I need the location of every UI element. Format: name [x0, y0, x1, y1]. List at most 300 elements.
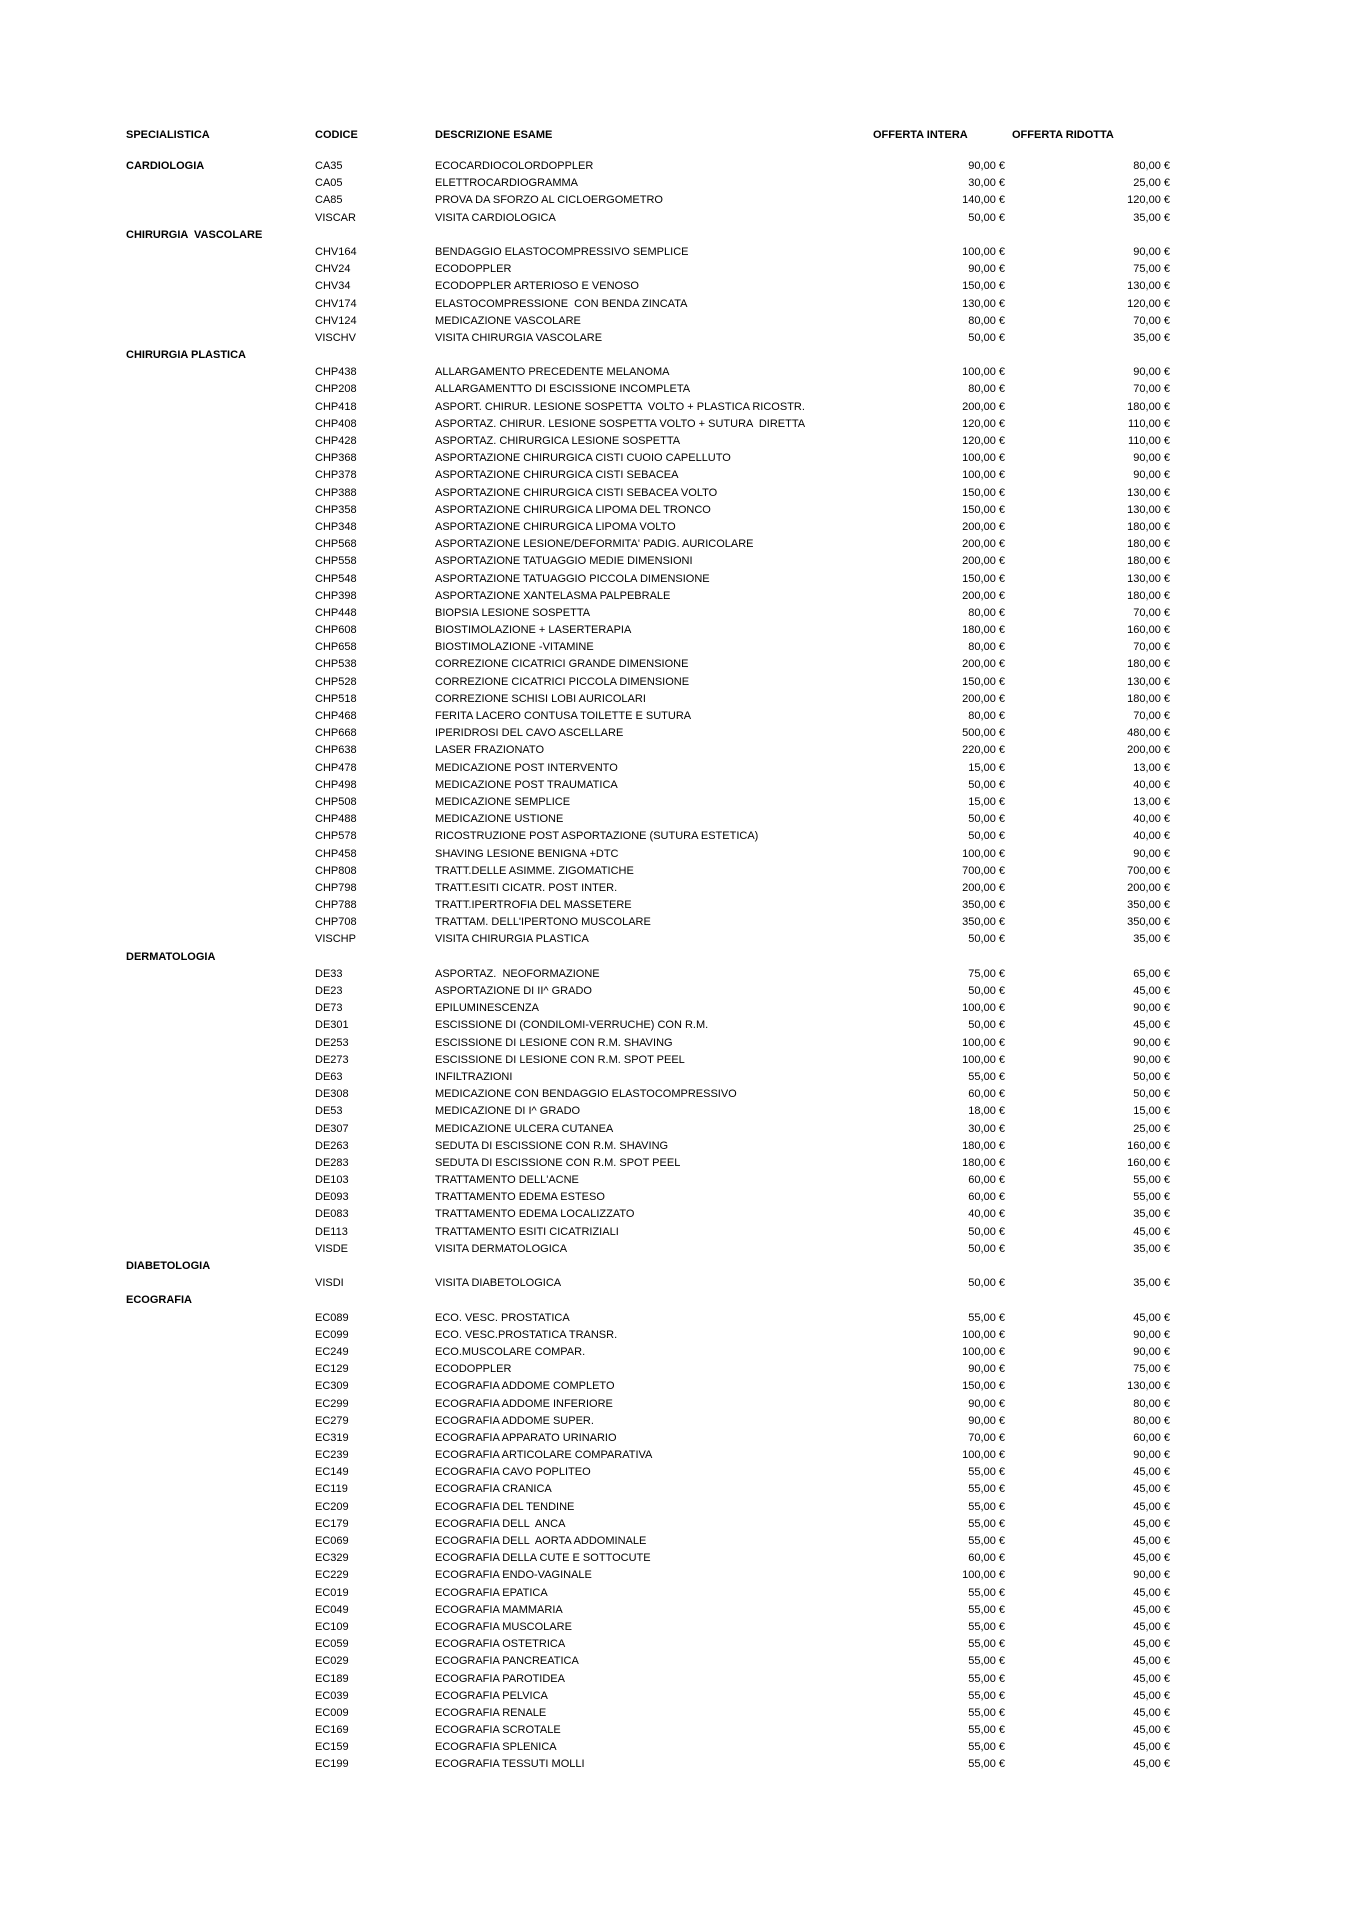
offerta-ridotta-cell: 45,00 €: [1133, 1672, 1170, 1685]
offerta-intera-cell: 80,00 €: [968, 383, 1005, 396]
description-cell: PROVA DA SFORZO AL CICLOERGOMETRO: [435, 194, 663, 207]
table-row: [0, 691, 1358, 708]
description-cell: BIOSTIMOLAZIONE + LASERTERAPIA: [435, 624, 632, 637]
offerta-ridotta-cell: 45,00 €: [1133, 1019, 1170, 1032]
offerta-ridotta-cell: 45,00 €: [1133, 1655, 1170, 1668]
description-cell: BENDAGGIO ELASTOCOMPRESSIVO SEMPLICE: [435, 245, 689, 258]
header-offerta-ridotta: OFFERTA RIDOTTA: [1012, 129, 1114, 141]
code-cell: EC039: [315, 1689, 349, 1702]
table-row: [0, 364, 1358, 381]
description-cell: TRATTAM. DELL'IPERTONO MUSCOLARE: [435, 916, 651, 929]
table-row: [0, 1430, 1358, 1447]
table-row: [0, 485, 1358, 502]
code-cell: DE307: [315, 1122, 349, 1135]
table-row: [0, 1653, 1358, 1670]
offerta-intera-cell: 200,00 €: [962, 692, 1005, 705]
table-row: [0, 313, 1358, 330]
description-cell: ASPORTAZIONE TATUAGGIO PICCOLA DIMENSIONE: [435, 572, 710, 585]
offerta-ridotta-cell: 90,00 €: [1133, 1449, 1170, 1462]
code-cell: VISDI: [315, 1277, 344, 1290]
offerta-intera-cell: 30,00 €: [968, 177, 1005, 190]
description-cell: ASPORT. CHIRUR. LESIONE SOSPETTA VOLTO + PLASTICA RICOSTR.: [435, 400, 805, 413]
offerta-intera-cell: 50,00 €: [968, 211, 1005, 224]
table-row: [0, 588, 1358, 605]
table-row: [0, 708, 1358, 725]
offerta-ridotta-cell: 130,00 €: [1127, 486, 1170, 499]
table-row: [0, 1121, 1358, 1138]
table-row: [0, 1241, 1358, 1258]
header-codice: CODICE: [315, 129, 358, 141]
offerta-ridotta-cell: 90,00 €: [1133, 1569, 1170, 1582]
description-cell: ECOGRAFIA MAMMARIA: [435, 1603, 563, 1616]
offerta-ridotta-cell: 130,00 €: [1127, 503, 1170, 516]
table-row: [0, 656, 1358, 673]
offerta-intera-cell: 60,00 €: [968, 1191, 1005, 1204]
description-cell: MEDICAZIONE DI I^ GRADO: [435, 1105, 581, 1118]
section-label: CARDIOLOGIA: [126, 160, 205, 172]
offerta-intera-cell: 15,00 €: [968, 761, 1005, 774]
description-cell: ELETTROCARDIOGRAMMA: [435, 177, 579, 190]
description-cell: MEDICAZIONE POST INTERVENTO: [435, 761, 618, 774]
offerta-intera-cell: 120,00 €: [962, 435, 1005, 447]
offerta-ridotta-cell: 13,00 €: [1133, 795, 1170, 808]
section-label: DERMATOLOGIA: [126, 950, 216, 963]
description-cell: ASPORTAZIONE LESIONE/DEFORMITA' PADIG. AURICOLARE: [435, 538, 754, 551]
table-row: [0, 777, 1358, 794]
offerta-ridotta-cell: 90,00 €: [1133, 847, 1170, 860]
offerta-intera-cell: 200,00 €: [962, 658, 1005, 671]
offerta-ridotta-cell: 700,00 €: [1127, 864, 1170, 877]
description-cell: ECOGRAFIA MUSCOLARE: [435, 1620, 572, 1633]
table-row: [0, 811, 1358, 828]
description-cell: ASPORTAZIONE XANTELASMA PALPEBRALE: [435, 589, 671, 602]
description-cell: ECOGRAFIA PANCREATICA: [435, 1655, 579, 1668]
offerta-intera-cell: 55,00 €: [968, 1741, 1005, 1754]
table-row: [0, 794, 1358, 811]
description-cell: ASPORTAZIONE CHIRURGICA CISTI SEBACEA: [435, 469, 679, 482]
offerta-ridotta-cell: 90,00 €: [1133, 1328, 1170, 1341]
offerta-intera-cell: 15,00 €: [968, 795, 1005, 808]
table-row: [0, 760, 1358, 777]
description-cell: ECO. VESC.PROSTATICA TRANSR.: [435, 1328, 618, 1341]
offerta-intera-cell: 70,00 €: [968, 1431, 1005, 1444]
code-cell: EC189: [315, 1672, 349, 1685]
description-cell: ASPORTAZ. CHIRURGICA LESIONE SOSPETTA: [435, 435, 681, 447]
table-row: [0, 1086, 1358, 1103]
offerta-intera-cell: 55,00 €: [968, 1758, 1005, 1771]
code-cell: VISCHP: [315, 933, 356, 946]
offerta-ridotta-cell: 180,00 €: [1127, 658, 1170, 671]
offerta-ridotta-cell: 35,00 €: [1133, 1242, 1170, 1255]
table-row: [0, 1739, 1358, 1756]
code-cell: CHP578: [315, 830, 357, 843]
description-cell: BIOSTIMOLAZIONE -VITAMINE: [435, 641, 594, 654]
offerta-intera-cell: 60,00 €: [968, 1552, 1005, 1565]
offerta-intera-cell: 150,00 €: [962, 280, 1005, 293]
code-cell: CHP558: [315, 555, 357, 568]
code-cell: CHP808: [315, 864, 357, 877]
code-cell: CA35: [315, 160, 343, 172]
offerta-ridotta-cell: 45,00 €: [1133, 985, 1170, 997]
offerta-ridotta-cell: 50,00 €: [1133, 1088, 1170, 1101]
table-row: [0, 381, 1358, 398]
offerta-intera-cell: 80,00 €: [968, 606, 1005, 619]
offerta-intera-cell: 60,00 €: [968, 1174, 1005, 1187]
code-cell: EC209: [315, 1500, 349, 1513]
code-cell: CHP348: [315, 520, 357, 533]
table-row: [0, 880, 1358, 897]
offerta-intera-cell: 150,00 €: [962, 503, 1005, 516]
code-cell: DE33: [315, 967, 343, 980]
offerta-intera-cell: 200,00 €: [962, 881, 1005, 894]
table-row: [0, 1000, 1358, 1017]
table-row: [0, 553, 1358, 570]
code-cell: EC059: [315, 1638, 349, 1651]
code-cell: CHP368: [315, 452, 357, 465]
offerta-intera-cell: 200,00 €: [962, 555, 1005, 568]
offerta-intera-cell: 80,00 €: [968, 314, 1005, 327]
table-row: [0, 261, 1358, 278]
offerta-ridotta-cell: 480,00 €: [1127, 727, 1170, 740]
table-row: [0, 296, 1358, 313]
code-cell: DE63: [315, 1070, 343, 1083]
offerta-intera-cell: 150,00 €: [962, 675, 1005, 688]
code-cell: EC319: [315, 1431, 349, 1444]
description-cell: FERITA LACERO CONTUSA TOILETTE E SUTURA: [435, 710, 692, 722]
code-cell: EC279: [315, 1414, 349, 1427]
code-cell: DE308: [315, 1088, 349, 1101]
offerta-intera-cell: 100,00 €: [962, 1002, 1005, 1015]
offerta-ridotta-cell: 45,00 €: [1133, 1311, 1170, 1324]
code-cell: CHP708: [315, 916, 357, 929]
code-cell: EC029: [315, 1655, 349, 1668]
header-offerta-intera: OFFERTA INTERA: [873, 129, 968, 141]
offerta-intera-cell: 90,00 €: [968, 1363, 1005, 1376]
offerta-ridotta-cell: 35,00 €: [1133, 933, 1170, 946]
offerta-ridotta-cell: 35,00 €: [1133, 1277, 1170, 1290]
offerta-intera-cell: 130,00 €: [962, 297, 1005, 310]
description-cell: TRATT.ESITI CICATR. POST INTER.: [435, 881, 618, 894]
code-cell: DE113: [315, 1225, 348, 1238]
section-label: CHIRURGIA PLASTICA: [126, 349, 246, 362]
offerta-ridotta-cell: 40,00 €: [1133, 778, 1170, 791]
description-cell: TRATTAMENTO EDEMA ESTESO: [435, 1191, 605, 1204]
table-row: [0, 1671, 1358, 1688]
offerta-intera-cell: 100,00 €: [962, 1328, 1005, 1341]
table-row: [0, 1103, 1358, 1120]
description-cell: CORREZIONE CICATRICI GRANDE DIMENSIONE: [435, 658, 689, 671]
code-cell: CHP798: [315, 881, 357, 894]
code-cell: VISCAR: [315, 211, 356, 224]
offerta-ridotta-cell: 50,00 €: [1133, 1070, 1170, 1083]
offerta-intera-cell: 55,00 €: [968, 1620, 1005, 1633]
offerta-intera-cell: 50,00 €: [968, 1019, 1005, 1032]
offerta-intera-cell: 55,00 €: [968, 1500, 1005, 1513]
offerta-intera-cell: 100,00 €: [962, 1036, 1005, 1049]
table-row: [0, 175, 1358, 192]
table-row: [0, 571, 1358, 588]
description-cell: ALLARGAMENTTO DI ESCISSIONE INCOMPLETA: [435, 383, 691, 396]
code-cell: CHV164: [315, 245, 357, 258]
offerta-intera-cell: 55,00 €: [968, 1706, 1005, 1719]
description-cell: ECOGRAFIA TESSUTI MOLLI: [435, 1758, 585, 1771]
code-cell: DE273: [315, 1053, 349, 1066]
code-cell: CHV124: [315, 314, 357, 327]
offerta-ridotta-cell: 110,00 €: [1127, 417, 1170, 430]
code-cell: CHP508: [315, 795, 357, 808]
offerta-ridotta-cell: 45,00 €: [1133, 1706, 1170, 1719]
code-cell: CHP388: [315, 486, 357, 499]
offerta-ridotta-cell: 90,00 €: [1133, 452, 1170, 465]
description-cell: ECOCARDIOCOLORDOPPLER: [435, 160, 594, 172]
offerta-ridotta-cell: 60,00 €: [1133, 1431, 1170, 1444]
description-cell: ECOGRAFIA ARTICOLARE COMPARATIVA: [435, 1449, 653, 1462]
description-cell: ASPORTAZ. CHIRUR. LESIONE SOSPETTA VOLTO + SUTURA DIRETTA: [435, 417, 806, 430]
code-cell: DE263: [315, 1139, 349, 1152]
offerta-intera-cell: 55,00 €: [968, 1689, 1005, 1702]
offerta-intera-cell: 50,00 €: [968, 1277, 1005, 1290]
description-cell: ECOGRAFIA SPLENICA: [435, 1741, 557, 1754]
table-row: [0, 846, 1358, 863]
description-cell: ASPORTAZIONE DI II^ GRADO: [435, 985, 592, 997]
offerta-ridotta-cell: 200,00 €: [1127, 881, 1170, 894]
offerta-intera-cell: 700,00 €: [962, 864, 1005, 877]
table-row: [0, 674, 1358, 691]
offerta-ridotta-cell: 45,00 €: [1133, 1586, 1170, 1599]
table-row: [0, 519, 1358, 536]
table-row: [0, 416, 1358, 433]
code-cell: CHV34: [315, 280, 351, 293]
code-cell: DE73: [315, 1002, 343, 1015]
description-cell: EPILUMINESCENZA: [435, 1002, 539, 1015]
table-row: [0, 1705, 1358, 1722]
code-cell: EC239: [315, 1449, 349, 1462]
code-cell: CHP398: [315, 589, 357, 602]
description-cell: SEDUTA DI ESCISSIONE CON R.M. SPOT PEEL: [435, 1156, 681, 1169]
description-cell: ECOGRAFIA ENDO-VAGINALE: [435, 1569, 592, 1582]
table-row: [0, 1189, 1358, 1206]
offerta-ridotta-cell: 35,00 €: [1133, 331, 1170, 344]
offerta-ridotta-cell: 45,00 €: [1133, 1638, 1170, 1651]
table-row: [0, 1756, 1358, 1773]
offerta-ridotta-cell: 13,00 €: [1133, 761, 1170, 774]
description-cell: ASPORTAZ. NEOFORMAZIONE: [435, 967, 600, 980]
offerta-intera-cell: 75,00 €: [968, 967, 1005, 980]
table-row: [0, 502, 1358, 519]
code-cell: CHP548: [315, 572, 357, 585]
offerta-intera-cell: 200,00 €: [962, 400, 1005, 413]
offerta-ridotta-cell: 45,00 €: [1133, 1466, 1170, 1479]
description-cell: INFILTRAZIONI: [435, 1070, 513, 1083]
offerta-ridotta-cell: 75,00 €: [1133, 1363, 1170, 1376]
code-cell: VISCHV: [315, 331, 356, 344]
code-cell: CHP608: [315, 624, 357, 637]
offerta-ridotta-cell: 65,00 €: [1133, 967, 1170, 980]
offerta-ridotta-cell: 55,00 €: [1133, 1174, 1170, 1187]
code-cell: EC049: [315, 1603, 349, 1616]
offerta-ridotta-cell: 70,00 €: [1133, 606, 1170, 619]
description-cell: ESCISSIONE DI LESIONE CON R.M. SHAVING: [435, 1036, 673, 1049]
code-cell: DE301: [315, 1019, 349, 1032]
table-row: [0, 1035, 1358, 1052]
code-cell: CHP568: [315, 538, 357, 551]
section-label: ECOGRAFIA: [126, 1294, 192, 1307]
code-cell: CHP448: [315, 606, 357, 619]
offerta-intera-cell: 50,00 €: [968, 985, 1005, 997]
table-row: [0, 467, 1358, 484]
offerta-intera-cell: 100,00 €: [962, 1345, 1005, 1358]
offerta-ridotta-cell: 70,00 €: [1133, 314, 1170, 327]
table-row: [0, 1447, 1358, 1464]
section-label: DIABETOLOGIA: [126, 1260, 211, 1272]
description-cell: ECOGRAFIA RENALE: [435, 1706, 547, 1719]
table-row: [0, 210, 1358, 227]
description-cell: ECOGRAFIA SCROTALE: [435, 1724, 561, 1737]
offerta-intera-cell: 200,00 €: [962, 520, 1005, 533]
section-label: CHIRURGIA VASCOLARE: [126, 228, 263, 241]
code-cell: DE083: [315, 1208, 349, 1221]
code-cell: EC329: [315, 1552, 349, 1565]
table-row: [0, 450, 1358, 467]
offerta-intera-cell: 50,00 €: [968, 813, 1005, 826]
table-row: [0, 1069, 1358, 1086]
table-row: [0, 1481, 1358, 1498]
description-cell: ECOGRAFIA ADDOME INFERIORE: [435, 1397, 613, 1410]
table-row: [0, 1378, 1358, 1395]
code-cell: EC199: [315, 1758, 349, 1771]
code-cell: EC099: [315, 1328, 349, 1341]
description-cell: ECOGRAFIA EPATICA: [435, 1586, 548, 1599]
code-cell: CHP658: [315, 641, 357, 654]
code-cell: EC169: [315, 1724, 349, 1737]
table-row: [0, 983, 1358, 1000]
code-cell: CHP408: [315, 417, 357, 430]
offerta-ridotta-cell: 80,00 €: [1133, 160, 1170, 172]
table-row: [0, 1275, 1358, 1292]
table-row: [0, 863, 1358, 880]
offerta-intera-cell: 100,00 €: [962, 1569, 1005, 1582]
offerta-ridotta-cell: 160,00 €: [1127, 1139, 1170, 1152]
offerta-intera-cell: 220,00 €: [962, 744, 1005, 757]
offerta-intera-cell: 90,00 €: [968, 263, 1005, 276]
offerta-ridotta-cell: 25,00 €: [1133, 1122, 1170, 1135]
description-cell: SEDUTA DI ESCISSIONE CON R.M. SHAVING: [435, 1139, 669, 1152]
description-cell: ALLARGAMENTO PRECEDENTE MELANOMA: [435, 366, 670, 379]
code-cell: DE093: [315, 1191, 349, 1204]
offerta-ridotta-cell: 45,00 €: [1133, 1758, 1170, 1771]
offerta-intera-cell: 180,00 €: [962, 1156, 1005, 1169]
code-cell: CHP428: [315, 435, 357, 447]
description-cell: ECODOPPLER: [435, 263, 512, 276]
offerta-intera-cell: 90,00 €: [968, 1414, 1005, 1427]
offerta-ridotta-cell: 25,00 €: [1133, 177, 1170, 190]
offerta-ridotta-cell: 90,00 €: [1133, 1345, 1170, 1358]
description-cell: ECOGRAFIA CRANICA: [435, 1483, 552, 1496]
description-cell: SHAVING LESIONE BENIGNA +DTC: [435, 847, 619, 860]
offerta-intera-cell: 55,00 €: [968, 1483, 1005, 1496]
description-cell: ECO. VESC. PROSTATICA: [435, 1311, 570, 1324]
offerta-intera-cell: 55,00 €: [968, 1586, 1005, 1599]
table-row: [0, 158, 1358, 175]
offerta-ridotta-cell: 45,00 €: [1133, 1552, 1170, 1565]
table-row: [0, 1567, 1358, 1584]
offerta-intera-cell: 100,00 €: [962, 1053, 1005, 1066]
offerta-ridotta-cell: 90,00 €: [1133, 469, 1170, 482]
offerta-ridotta-cell: 350,00 €: [1127, 899, 1170, 912]
code-cell: CHP528: [315, 675, 357, 688]
description-cell: TRATTAMENTO ESITI CICATRIZIALI: [435, 1225, 619, 1238]
table-row: [0, 1052, 1358, 1069]
code-cell: EC179: [315, 1517, 349, 1530]
table-row: [0, 1138, 1358, 1155]
description-cell: ECO.MUSCOLARE COMPAR.: [435, 1345, 586, 1358]
offerta-ridotta-cell: 180,00 €: [1127, 555, 1170, 568]
code-cell: DE23: [315, 985, 343, 997]
table-row: [0, 828, 1358, 845]
header-specialistica: SPECIALISTICA: [126, 129, 210, 141]
table-row: [0, 1533, 1358, 1550]
description-cell: BIOPSIA LESIONE SOSPETTA: [435, 606, 591, 619]
table-row: [0, 1413, 1358, 1430]
description-cell: MEDICAZIONE SEMPLICE: [435, 795, 571, 808]
code-cell: VISDE: [315, 1242, 349, 1255]
offerta-ridotta-cell: 70,00 €: [1133, 383, 1170, 396]
table-row: [0, 1327, 1358, 1344]
code-cell: CA05: [315, 177, 343, 190]
description-cell: ELASTOCOMPRESSIONE CON BENDA ZINCATA: [435, 297, 688, 310]
description-cell: ASPORTAZIONE CHIRURGICA CISTI CUOIO CAPELLUTO: [435, 452, 731, 465]
table-row: [0, 1688, 1358, 1705]
offerta-intera-cell: 50,00 €: [968, 1242, 1005, 1255]
description-cell: ECOGRAFIA DEL TENDINE: [435, 1500, 575, 1513]
offerta-ridotta-cell: 45,00 €: [1133, 1225, 1170, 1238]
description-cell: MEDICAZIONE ULCERA CUTANEA: [435, 1122, 614, 1135]
offerta-intera-cell: 350,00 €: [962, 899, 1005, 912]
description-cell: ASPORTAZIONE CHIRURGICA LIPOMA VOLTO: [435, 520, 676, 533]
code-cell: DE283: [315, 1156, 349, 1169]
code-cell: EC149: [315, 1466, 349, 1479]
offerta-intera-cell: 100,00 €: [962, 1449, 1005, 1462]
table-row: [0, 1722, 1358, 1739]
offerta-ridotta-cell: 45,00 €: [1133, 1535, 1170, 1547]
table-row: [0, 1155, 1358, 1172]
offerta-intera-cell: 180,00 €: [962, 1139, 1005, 1152]
code-cell: DE253: [315, 1036, 349, 1049]
offerta-intera-cell: 55,00 €: [968, 1655, 1005, 1668]
table-row: [0, 330, 1358, 347]
code-cell: CHP358: [315, 503, 357, 516]
section-row: [0, 1258, 1358, 1275]
table-row: [0, 1499, 1358, 1516]
code-cell: CHP788: [315, 899, 357, 912]
table-row: [0, 1464, 1358, 1481]
offerta-intera-cell: 50,00 €: [968, 331, 1005, 344]
description-cell: ECOGRAFIA APPARATO URINARIO: [435, 1431, 617, 1444]
description-cell: ECOGRAFIA DELL ANCA: [435, 1517, 566, 1530]
offerta-ridotta-cell: 160,00 €: [1127, 624, 1170, 637]
code-cell: DE53: [315, 1105, 343, 1118]
offerta-intera-cell: 55,00 €: [968, 1311, 1005, 1324]
offerta-intera-cell: 55,00 €: [968, 1603, 1005, 1616]
offerta-intera-cell: 30,00 €: [968, 1122, 1005, 1135]
offerta-intera-cell: 150,00 €: [962, 572, 1005, 585]
header-descrizione-esame: DESCRIZIONE ESAME: [435, 129, 553, 141]
table-row: [0, 742, 1358, 759]
offerta-ridotta-cell: 40,00 €: [1133, 813, 1170, 826]
description-cell: ASPORTAZIONE CHIRURGICA LIPOMA DEL TRONCO: [435, 503, 711, 516]
offerta-ridotta-cell: 90,00 €: [1133, 1053, 1170, 1066]
table-body: [0, 158, 1358, 1774]
